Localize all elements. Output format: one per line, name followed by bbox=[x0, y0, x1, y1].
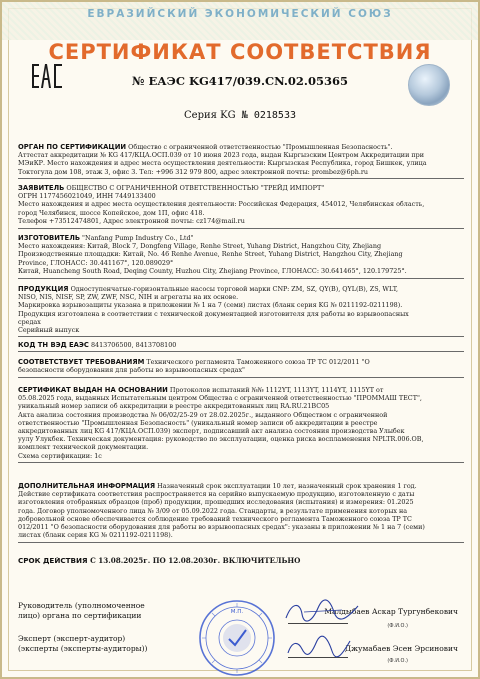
head-name: Малдыбаев Аскар Тургунбекович bbox=[324, 607, 458, 616]
section-basis bbox=[18, 386, 464, 460]
basis-label: СЕРТИФИКАТ ВЫДАН НА ОСНОВАНИИ bbox=[18, 386, 168, 394]
section-organ bbox=[18, 143, 464, 176]
product-line: средах bbox=[18, 317, 41, 326]
basis-line: комплект технической документации. bbox=[18, 443, 149, 452]
basis-line: 05.08.2025 года, выданных Испытательным центром Общества с ограниченной ответственностью "ПРОММАШ ТЕСТ", bbox=[18, 394, 422, 403]
manufacturer-line: ИЗГОТОВИТЕЛЬ "Nanfang Pump Industry Co., Ltd" bbox=[18, 234, 194, 242]
expert-name: Джумабаев Эсен Эрсинович bbox=[345, 644, 458, 653]
basis-line: уулу Улукбек. Техническая документация: руководство по эксплуатации, оценка риска воспламенения NPLTR.006.OB, bbox=[18, 435, 424, 444]
certificate-number: № ЕАЭС KG417/039.CN.02.05365 bbox=[132, 74, 348, 88]
series-number bbox=[2, 110, 478, 121]
additional-line: 012/2011 "О безопасности оборудования для работы во взрывоопасных средах": указаны в приложении № 1 на 7 (семи) bbox=[18, 523, 425, 532]
divider bbox=[18, 278, 464, 279]
expert-signatory-title: Эксперт (эксперт-аудитор) (эксперты (эксперты-аудиторы)) bbox=[18, 634, 148, 653]
requirements-line: безопасности оборудования для работы во взрывоопасных средах" bbox=[18, 366, 245, 375]
product-line: ПРОДУКЦИЯ Одноступенчатые-горизонтальные насосы торговой марки CNP: ZM, SZ, QY(B), QYL(B), ZS, WLT, bbox=[18, 285, 399, 293]
product-line: NISO, NIS, NISF, SP, ZW, ZWF, NSC, NIH и агрегаты на их основе. bbox=[18, 293, 239, 302]
divider bbox=[18, 542, 464, 543]
divider bbox=[18, 462, 464, 463]
product-line: Серийный выпуск bbox=[18, 326, 80, 335]
additional-line: года. Договор уполномоченного лица № 3/09 от 05.09.2022 года. Стандарты, в результате применения которых на bbox=[18, 506, 408, 515]
organ-line: ОРГАН ПО СЕРТИФИКАЦИИ Общество с ограниченной ответственностью "Промышленная Безопасность". bbox=[18, 143, 393, 151]
manufacturer-line: Производственные площадки: Китай, No. 46 Renhe Avenue, Renhe Street, Yuhang District, Hangzhou City, Zhejiang bbox=[18, 250, 403, 259]
code-label: КОД ТН ВЭД ЕАЭС bbox=[18, 341, 89, 349]
organ-line: Аттестат аккредитации № KG 417/КЦА.ОСП.039 от 10 июня 2023 года, выдан Кыргызским Центром Аккредитации при bbox=[18, 151, 424, 160]
applicant-line: ЗАЯВИТЕЛЬ ОБЩЕСТВО С ОГРАНИЧЕННОЙ ОТВЕТСТВЕННОСТЬЮ "ТРЕЙД ИМПОРТ" bbox=[18, 184, 325, 192]
applicant-line: Место нахождения и адрес места осуществления деятельности: Российская Федерация, 454012, Челябинская область, bbox=[18, 200, 425, 209]
manufacturer-line: Место нахождения: Китай, Block 7, Dongfeng Village, Renhe Street, Yuhang District, Hangzhou City, Zhejiang bbox=[18, 242, 382, 251]
official-stamp bbox=[198, 599, 276, 677]
organ-line: МЭиКР. Место нахождения и адрес места осуществления деятельности: Кыргызская Республика, город Бишкек, улица bbox=[18, 159, 427, 168]
manufacturer-line: Province, ГЛОНАСС: 30.441167°, 120.089029° bbox=[18, 258, 174, 267]
applicant-line: ОГРН 1177456021049, ИНН 7449133400 bbox=[18, 192, 156, 201]
manufacturer-label: ИЗГОТОВИТЕЛЬ bbox=[18, 234, 81, 242]
additional-line: Действие сертификата соответствия распространяется на серийно выпускаемую продукцию, изготовленную с даты bbox=[18, 490, 415, 499]
basis-line: Схема сертификации: 1с bbox=[18, 451, 102, 460]
section-applicant bbox=[18, 184, 464, 225]
product-line: Маркировка взрывозащиты указана в приложении № 1 на 7 (семи) листах (бланк серия KG № 0211192-0211198). bbox=[18, 301, 403, 310]
head-signatory-title: Руководитель (уполномоченное лицо) органа по сертификации bbox=[18, 601, 145, 620]
additional-label: ДОПОЛНИТЕЛЬНАЯ ИНФОРМАЦИЯ bbox=[18, 482, 156, 490]
applicant-line: Телефон +73512474801, Адрес электронной почты: cz174@mail.ru bbox=[18, 216, 245, 225]
manufacturer-line: Китай, Huancheng South Road, Deqing County, Huzhou City, Zhejiang Province, ГЛОНАСС: 30.641465°, 120.179725°. bbox=[18, 266, 407, 275]
applicant-line: город Челябинск, шоссе Копейское, дом 1П, офис 418. bbox=[18, 208, 205, 217]
organ-line: Токтогула дом 108, этаж 3, офис 3. Тел: +996 312 979 800, адрес электронной почты: prombez@6ph.ru bbox=[18, 167, 369, 176]
expert-signature bbox=[284, 635, 354, 659]
product-label: ПРОДУКЦИЯ bbox=[18, 285, 69, 293]
section-validity bbox=[18, 557, 464, 565]
additional-line: ДОПОЛНИТЕЛЬНАЯ ИНФОРМАЦИЯ Назначенный срок эксплуатации 10 лет, назначенный срок хранения 1 год. bbox=[18, 482, 417, 490]
basis-line: Акта анализа состояния производства № 06/02/25-29 от 28.02.2025г., выданного Обществом с ограниченной bbox=[18, 410, 388, 419]
series-value: № 0218533 bbox=[241, 110, 296, 121]
series-label: Серия KG bbox=[184, 110, 236, 121]
requirements-label: СООТВЕТСТВУЕТ ТРЕБОВАНИЯМ bbox=[18, 358, 145, 366]
additional-line: добровольной основе обеспечивается соблюдение требований технического регламента Таможенного союза ТР ТС bbox=[18, 514, 412, 523]
hologram-seal bbox=[408, 64, 450, 106]
section-code bbox=[18, 341, 464, 349]
code-line: КОД ТН ВЭД ЕАЭС 8413706500, 8413708100 bbox=[18, 341, 177, 349]
head-signature bbox=[282, 598, 362, 624]
basis-line: ответственностью "Промышленная Безопасность" (уникальный номер записи об аккредитации в реестре bbox=[18, 418, 378, 427]
certificate-title: СЕРТИФИКАТ СООТВЕТСТВИЯ bbox=[48, 40, 432, 64]
additional-line: изготовления отобранных образцов (проб) продукции, прошедших исследования (испытания) и измерения: 01.2025 bbox=[18, 498, 414, 507]
section-product bbox=[18, 285, 464, 334]
stamp-mp-label: М.П. bbox=[230, 609, 244, 615]
union-header: ЕВРАЗИЙСКИЙ ЭКОНОМИЧЕСКИЙ СОЮЗ bbox=[87, 8, 393, 20]
page-frame bbox=[8, 8, 472, 671]
section-manufacturer bbox=[18, 234, 464, 275]
basis-line: СЕРТИФИКАТ ВЫДАН НА ОСНОВАНИИ Протоколов испытаний №№ 1112YT, 1113YT, 1114YT, 1115YT от bbox=[18, 386, 384, 394]
organ-label: ОРГАН ПО СЕРТИФИКАЦИИ bbox=[18, 143, 127, 151]
validity-label: СРОК ДЕЙСТВИЯ bbox=[18, 557, 88, 565]
additional-line: листах (бланк серия KG № 0211192-0211198). bbox=[18, 531, 173, 540]
validity-line: СРОК ДЕЙСТВИЯ С 13.08.2025г. ПО 12.08.2030г. ВКЛЮЧИТЕЛЬНО bbox=[18, 557, 301, 565]
basis-line: уникальный номер записи об аккредитации в реестре аккредитованных лиц RA.RU.21BC05 bbox=[18, 402, 330, 411]
section-requirements bbox=[18, 358, 464, 374]
divider bbox=[18, 336, 464, 337]
head-fio-label: (Ф.И.О.) bbox=[387, 623, 408, 629]
applicant-label: ЗАЯВИТЕЛЬ bbox=[18, 184, 65, 192]
product-line: Продукция изготовлена в соответствии с технической документацией изготовителя для работы во взрывоопасных bbox=[18, 309, 409, 318]
section-additional bbox=[18, 482, 464, 539]
divider bbox=[18, 228, 464, 229]
requirements-line: СООТВЕТСТВУЕТ ТРЕБОВАНИЯМ Технического регламента Таможенного союза ТР ТС 012/2011 "О bbox=[18, 358, 370, 366]
basis-line: аккредитованных лиц KG 417/КЦА.ОСП.039) эксперт, подписавший акт анализа состояния производства Улыбек bbox=[18, 427, 405, 436]
divider bbox=[18, 351, 464, 352]
divider bbox=[18, 377, 464, 378]
expert-fio-label: (Ф.И.О.) bbox=[387, 658, 408, 664]
divider bbox=[18, 178, 464, 179]
